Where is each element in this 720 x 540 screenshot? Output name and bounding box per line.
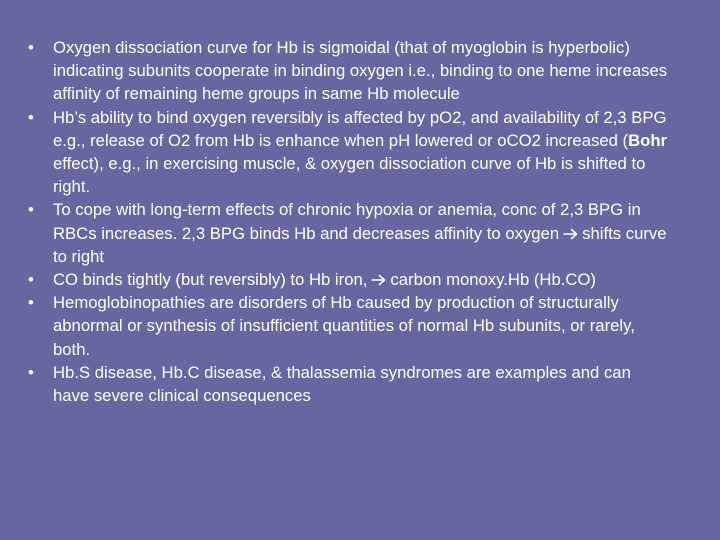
- bullet-text: Hemoglobinopathies are disorders of Hb caused by production of structurally abnormal or synthesis of insufficient quantities of normal Hb subunits, or rarely, both.: [53, 293, 635, 359]
- bullet-item-oxygen-dissociation: [28, 36, 668, 106]
- bullet-item-bohr-effect: [28, 106, 668, 199]
- bullet-mark: •: [28, 270, 34, 290]
- bullet-text: Hb.S disease, Hb.C disease, & thalassemia syndromes are examples and can have severe clinical consequences: [53, 362, 631, 406]
- bullet-mark: •: [28, 38, 34, 57]
- bullet-text: Oxygen dissociation curve for Hb is sigmoidal (that of myoglobin is hyperbolic) indicating subunits cooperate in binding oxygen i.e., binding to one heme increases affinity of remaining heme groups in same Hb molecule: [53, 38, 668, 104]
- bullet-text-part1: To cope with long-term effects of chronic hypoxia or anemia, conc of 2,3 BPG in RBCs increases. 2,3 BPG binds Hb and decreases affinity to oxygen: [53, 200, 641, 243]
- bullet-list: [28, 36, 668, 407]
- bullet-text-part1: CO binds tightly (but reversibly) to Hb iron,: [53, 270, 368, 290]
- bullet-item-chronic-hypoxia: [28, 198, 668, 268]
- bullet-text-part2: effect), e.g., in exercising muscle, & oxygen dissociation curve of Hb is shifted to right.: [53, 154, 646, 197]
- bullet-text-part2: carbon monoxy.Hb (Hb.CO): [390, 270, 596, 290]
- bullet-item-co-binding: [28, 268, 668, 291]
- bullet-item-hbs-disease: [28, 361, 668, 407]
- bohr-bold-text: Bohr: [628, 130, 668, 150]
- bullet-item-hemoglobinopathies: [28, 291, 668, 361]
- bullet-mark: •: [28, 200, 34, 220]
- bullet-mark: •: [28, 293, 34, 313]
- bullet-text-part2: shifts curve to right: [53, 223, 667, 266]
- bullet-mark: •: [28, 362, 34, 382]
- bullet-mark: •: [28, 107, 34, 127]
- right-arrow-icon: [371, 274, 386, 286]
- bullet-text-part1: Hb’s ability to bind oxygen reversibly is affected by pO2, and availability of 2,3 BPG e.g., release of O2 from Hb is enhance when pH lowered or oCO2 increased (: [53, 107, 667, 150]
- right-arrow-icon: [563, 228, 578, 240]
